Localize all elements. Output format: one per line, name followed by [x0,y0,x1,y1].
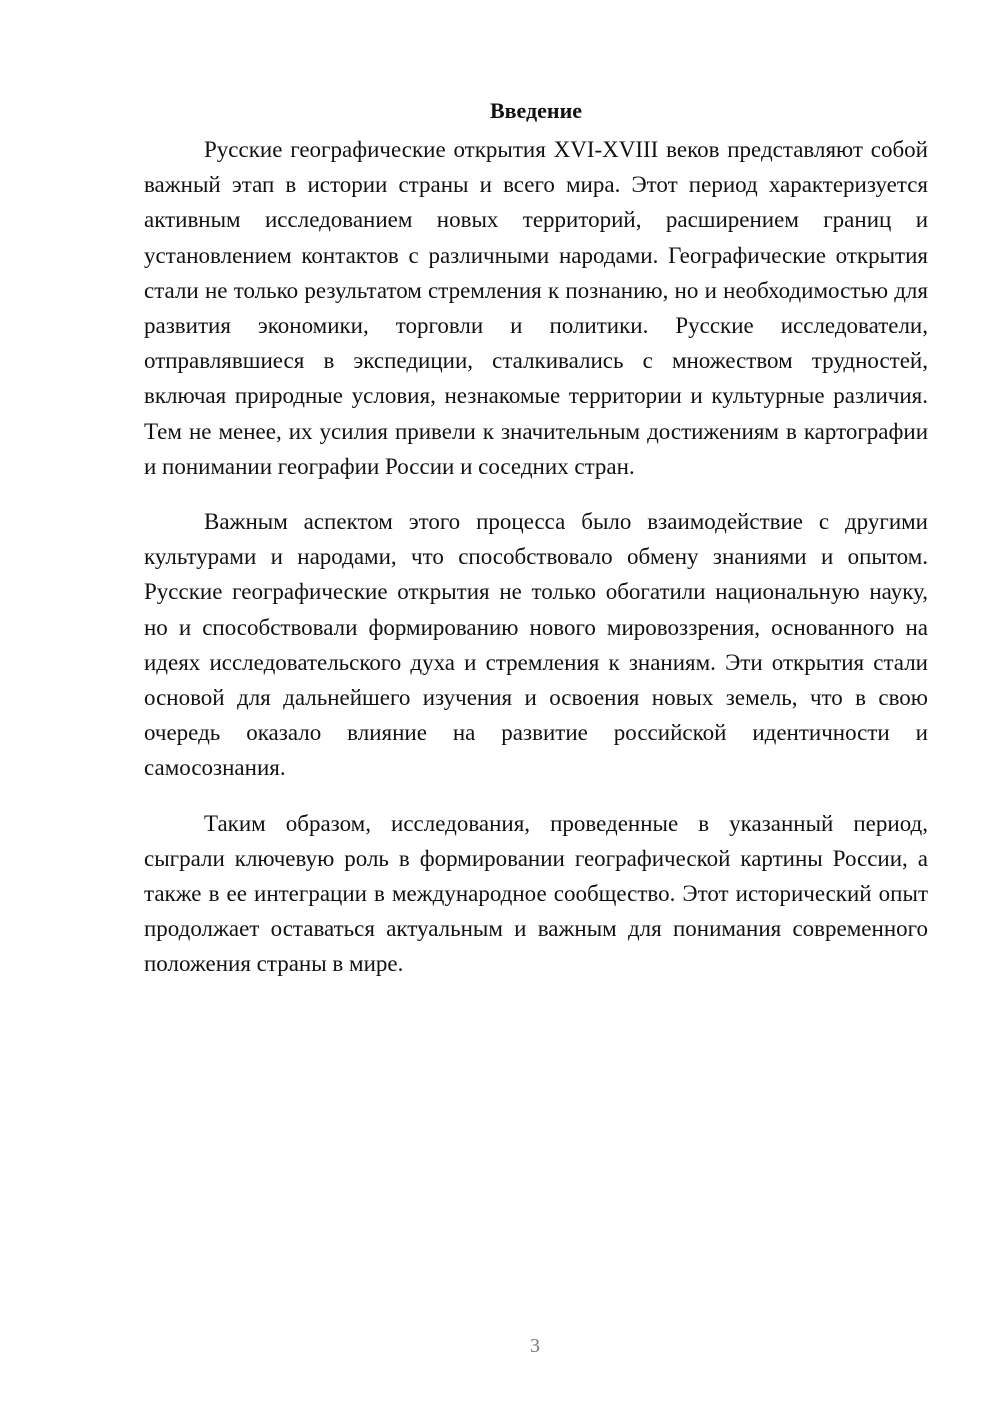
paragraph-1: Русские географические открытия XVI-XVIII веков представляют собой важный этап в истории страны и всего мира. Этот период характеризуется активным исследованием новых территорий, расширением границ и установлением контактов с различными народами. Географические открытия стали не только результатом стремления к познанию, но и необходимостью для развития экономики, торговли и политики. Русские исследователи, отправлявшиеся в экспедиции, сталкивались с множеством трудностей, включая природные условия, незнакомые территории и культурные различия. Тем не менее, их усилия привели к значительным достижениям в картографии и понимании географии России и соседних стран. [144,137,928,479]
paragraph-3: Таким образом, исследования, проведенные в указанный период, сыграли ключевую роль в формировании географической картины России, а также в ее интеграции в международное сообщество. Этот исторический опыт продолжает оставаться актуальным и важным для понимания современного положения страны в мире. [144,810,928,977]
paragraph-2: Важным аспектом этого процесса было взаимодействие с другими культурами и народами, что способствовало обмену знаниями и опытом. Русские географические открытия не только обогатили национальную науку, но и способствовали формированию нового мировоззрения, основанного на идеях исследовательского духа и стремления к знаниям. Эти открытия стали основой для дальнейшего изучения и освоения новых земель, что в свою очередь оказало влияние на развитие российской идентичности и самосознания. [144,509,928,781]
page-content [144,96,928,982]
section-title: Введение [489,98,583,123]
page-number: 3 [530,1335,540,1357]
